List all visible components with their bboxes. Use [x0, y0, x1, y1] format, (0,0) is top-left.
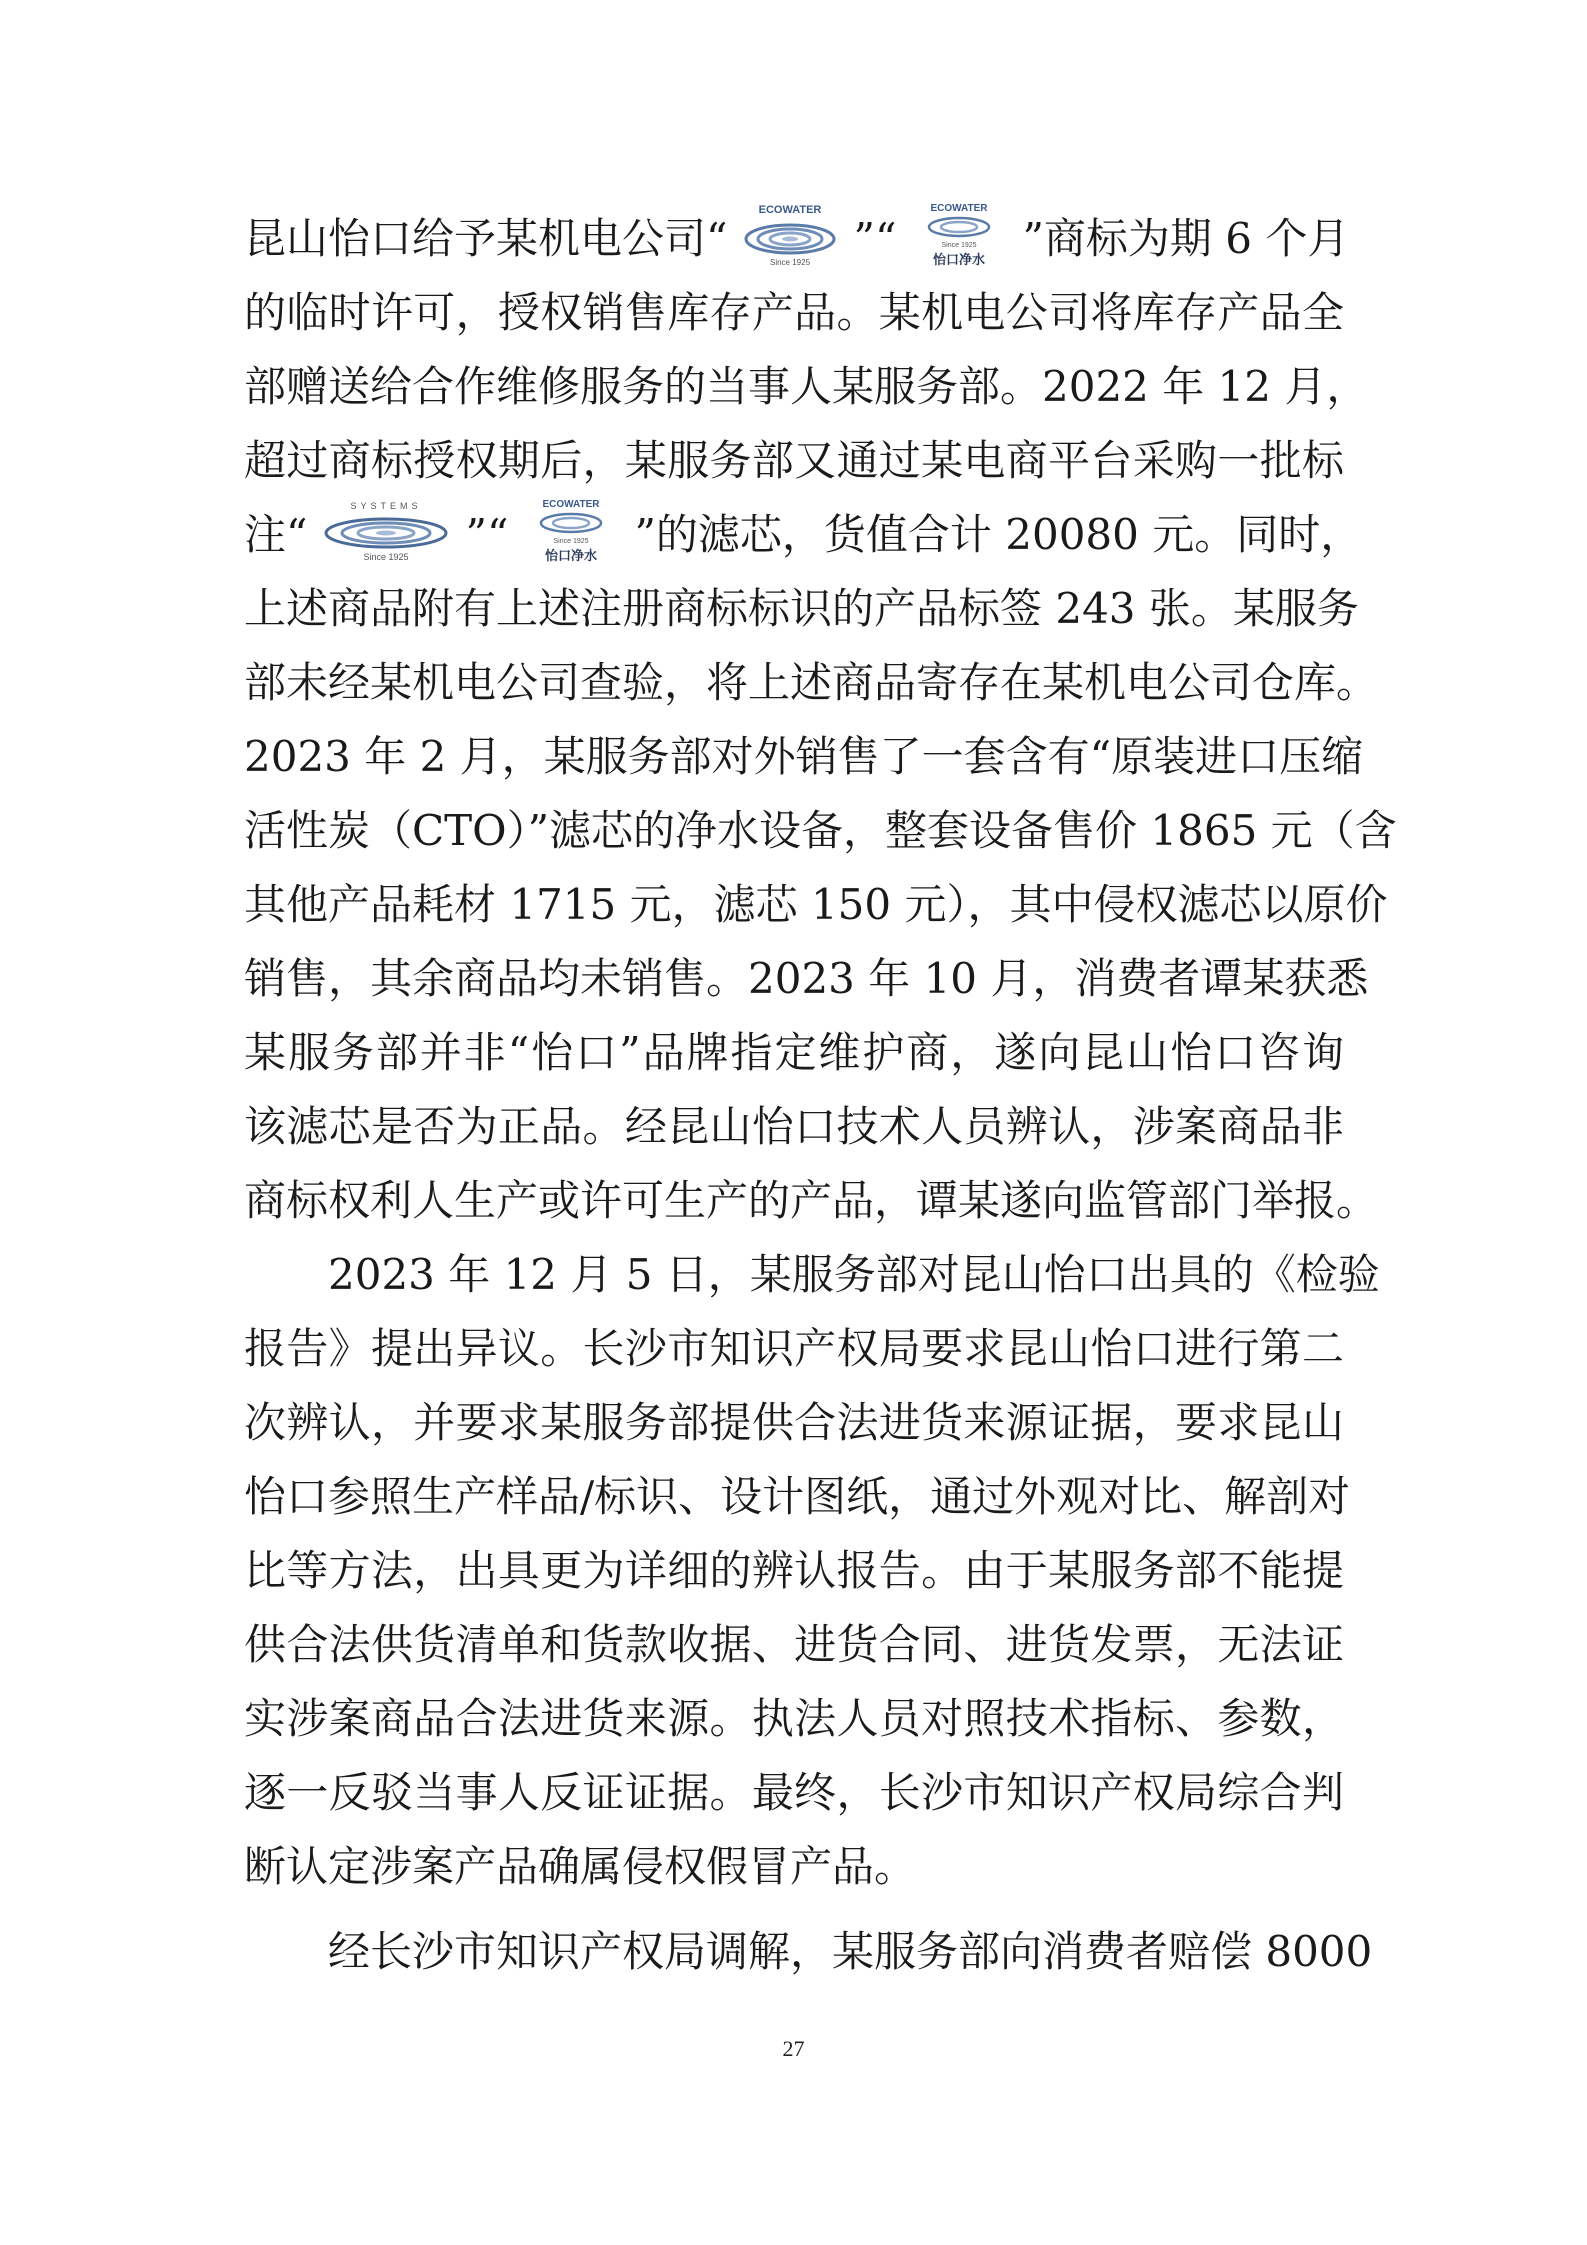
- systems-swirl-logo: [311, 497, 461, 567]
- paragraph-line-1: [244, 202, 1350, 276]
- line-5-post: ”的滤芯，货值合计 20080 元。同时，: [634, 510, 1363, 559]
- paragraph-line-11: 销售，其余商品均未销售。2023 年 10 月，消费者谭某获悉: [244, 954, 1369, 1003]
- yikou-water-logo-2: [512, 497, 630, 567]
- yikou-water-logo: [900, 201, 1018, 271]
- yikou-logo-label: ECOWATER: [930, 203, 988, 214]
- yikou-logo-since: Since 1925: [941, 242, 977, 249]
- ecowater-logo-since: Since 1925: [770, 258, 811, 267]
- paragraph-line-3: 部赠送给合作维修服务的当事人某服务部。2022 年 12 月，: [244, 362, 1369, 411]
- paragraph-line-7: 部未经某机电公司查验，将上述商品寄存在某机电公司仓库。: [244, 658, 1379, 707]
- paragraph-line-13: 该滤芯是否为正品。经昆山怡口技术人员辨认，涉案商品非: [244, 1102, 1344, 1151]
- paragraph-line-17: 次辨认，并要求某服务部提供合法进货来源证据，要求昆山: [244, 1398, 1344, 1447]
- ecowater-logo-label: ECOWATER: [759, 204, 822, 216]
- line-1-post: ”商标为期 6 个月: [1022, 214, 1350, 263]
- paragraph-line-19: 比等方法，出具更为详细的辨认报告。由于某服务部不能提: [244, 1546, 1344, 1595]
- yikou-logo-label-2: ECOWATER: [542, 499, 600, 510]
- paragraph-line-10: 其他产品耗材 1715 元，滤芯 150 元），其中侵权滤芯以原价: [244, 880, 1388, 929]
- paragraph-line-6: 上述商品附有上述注册商标标识的产品标签 243 张。某服务: [244, 584, 1359, 633]
- line-5-pre: 注“: [244, 510, 308, 559]
- ecowater-swirl-logo: [731, 201, 849, 271]
- paragraph-line-14: 商标权利人生产或许可生产的产品，谭某遂向监管部门举报。: [244, 1176, 1379, 1225]
- paragraph-line-23: 断认定涉案产品确属侵权假冒产品。: [244, 1842, 917, 1891]
- paragraph-line-20: 供合法供货清单和货款收据、进货合同、进货发票，无法证: [244, 1620, 1344, 1669]
- paragraph-line-22: 逐一反驳当事人反证证据。最终，长沙市知识产权局综合判: [244, 1768, 1344, 1817]
- paragraph-line-24: 经长沙市知识产权局调解，某服务部向消费者赔偿 8000: [328, 1927, 1373, 1976]
- paragraph-line-2: 的临时许可，授权销售库存产品。某机电公司将库存产品全: [244, 288, 1344, 337]
- paragraph-line-9: 活性炭（CTO）”滤芯的净水设备，整套设备售价 1865 元（含: [244, 806, 1397, 855]
- systems-logo-since: Since 1925: [363, 552, 410, 562]
- page-number: 27: [782, 2036, 805, 2061]
- paragraph-line-12: 某服务部并非“怡口”品牌指定维护商，遂向昆山怡口咨询: [244, 1028, 1344, 1077]
- line-1-pre: 昆山怡口给予某机电公司“: [244, 214, 728, 263]
- paragraph-line-16: 报告》提出异议。长沙市知识产权局要求昆山怡口进行第二: [244, 1324, 1344, 1373]
- paragraph-line-4: 超过商标授权期后，某服务部又通过某电商平台采购一批标: [244, 436, 1344, 485]
- paragraph-line-21: 实涉案商品合法进货来源。执法人员对照技术指标、参数，: [244, 1694, 1344, 1743]
- systems-logo-label: SYSTEMS: [350, 501, 422, 511]
- yikou-logo-cn: 怡口净水: [933, 253, 986, 268]
- paragraph-line-5: [244, 498, 1363, 572]
- yikou-logo-cn-2: 怡口净水: [545, 549, 598, 564]
- line-1-mid: ”“: [853, 214, 897, 263]
- paragraph-line-8: 2023 年 2 月，某服务部对外销售了一套含有“原装进口压缩: [244, 732, 1364, 781]
- yikou-logo-since-2: Since 1925: [553, 538, 589, 545]
- paragraph-line-18: 怡口参照生产样品/标识、设计图纸，通过外观对比、解剖对: [244, 1472, 1351, 1521]
- paragraph-line-15: 2023 年 12 月 5 日，某服务部对昆山怡口出具的《检验: [328, 1250, 1380, 1299]
- line-5-mid: ”“: [465, 510, 509, 559]
